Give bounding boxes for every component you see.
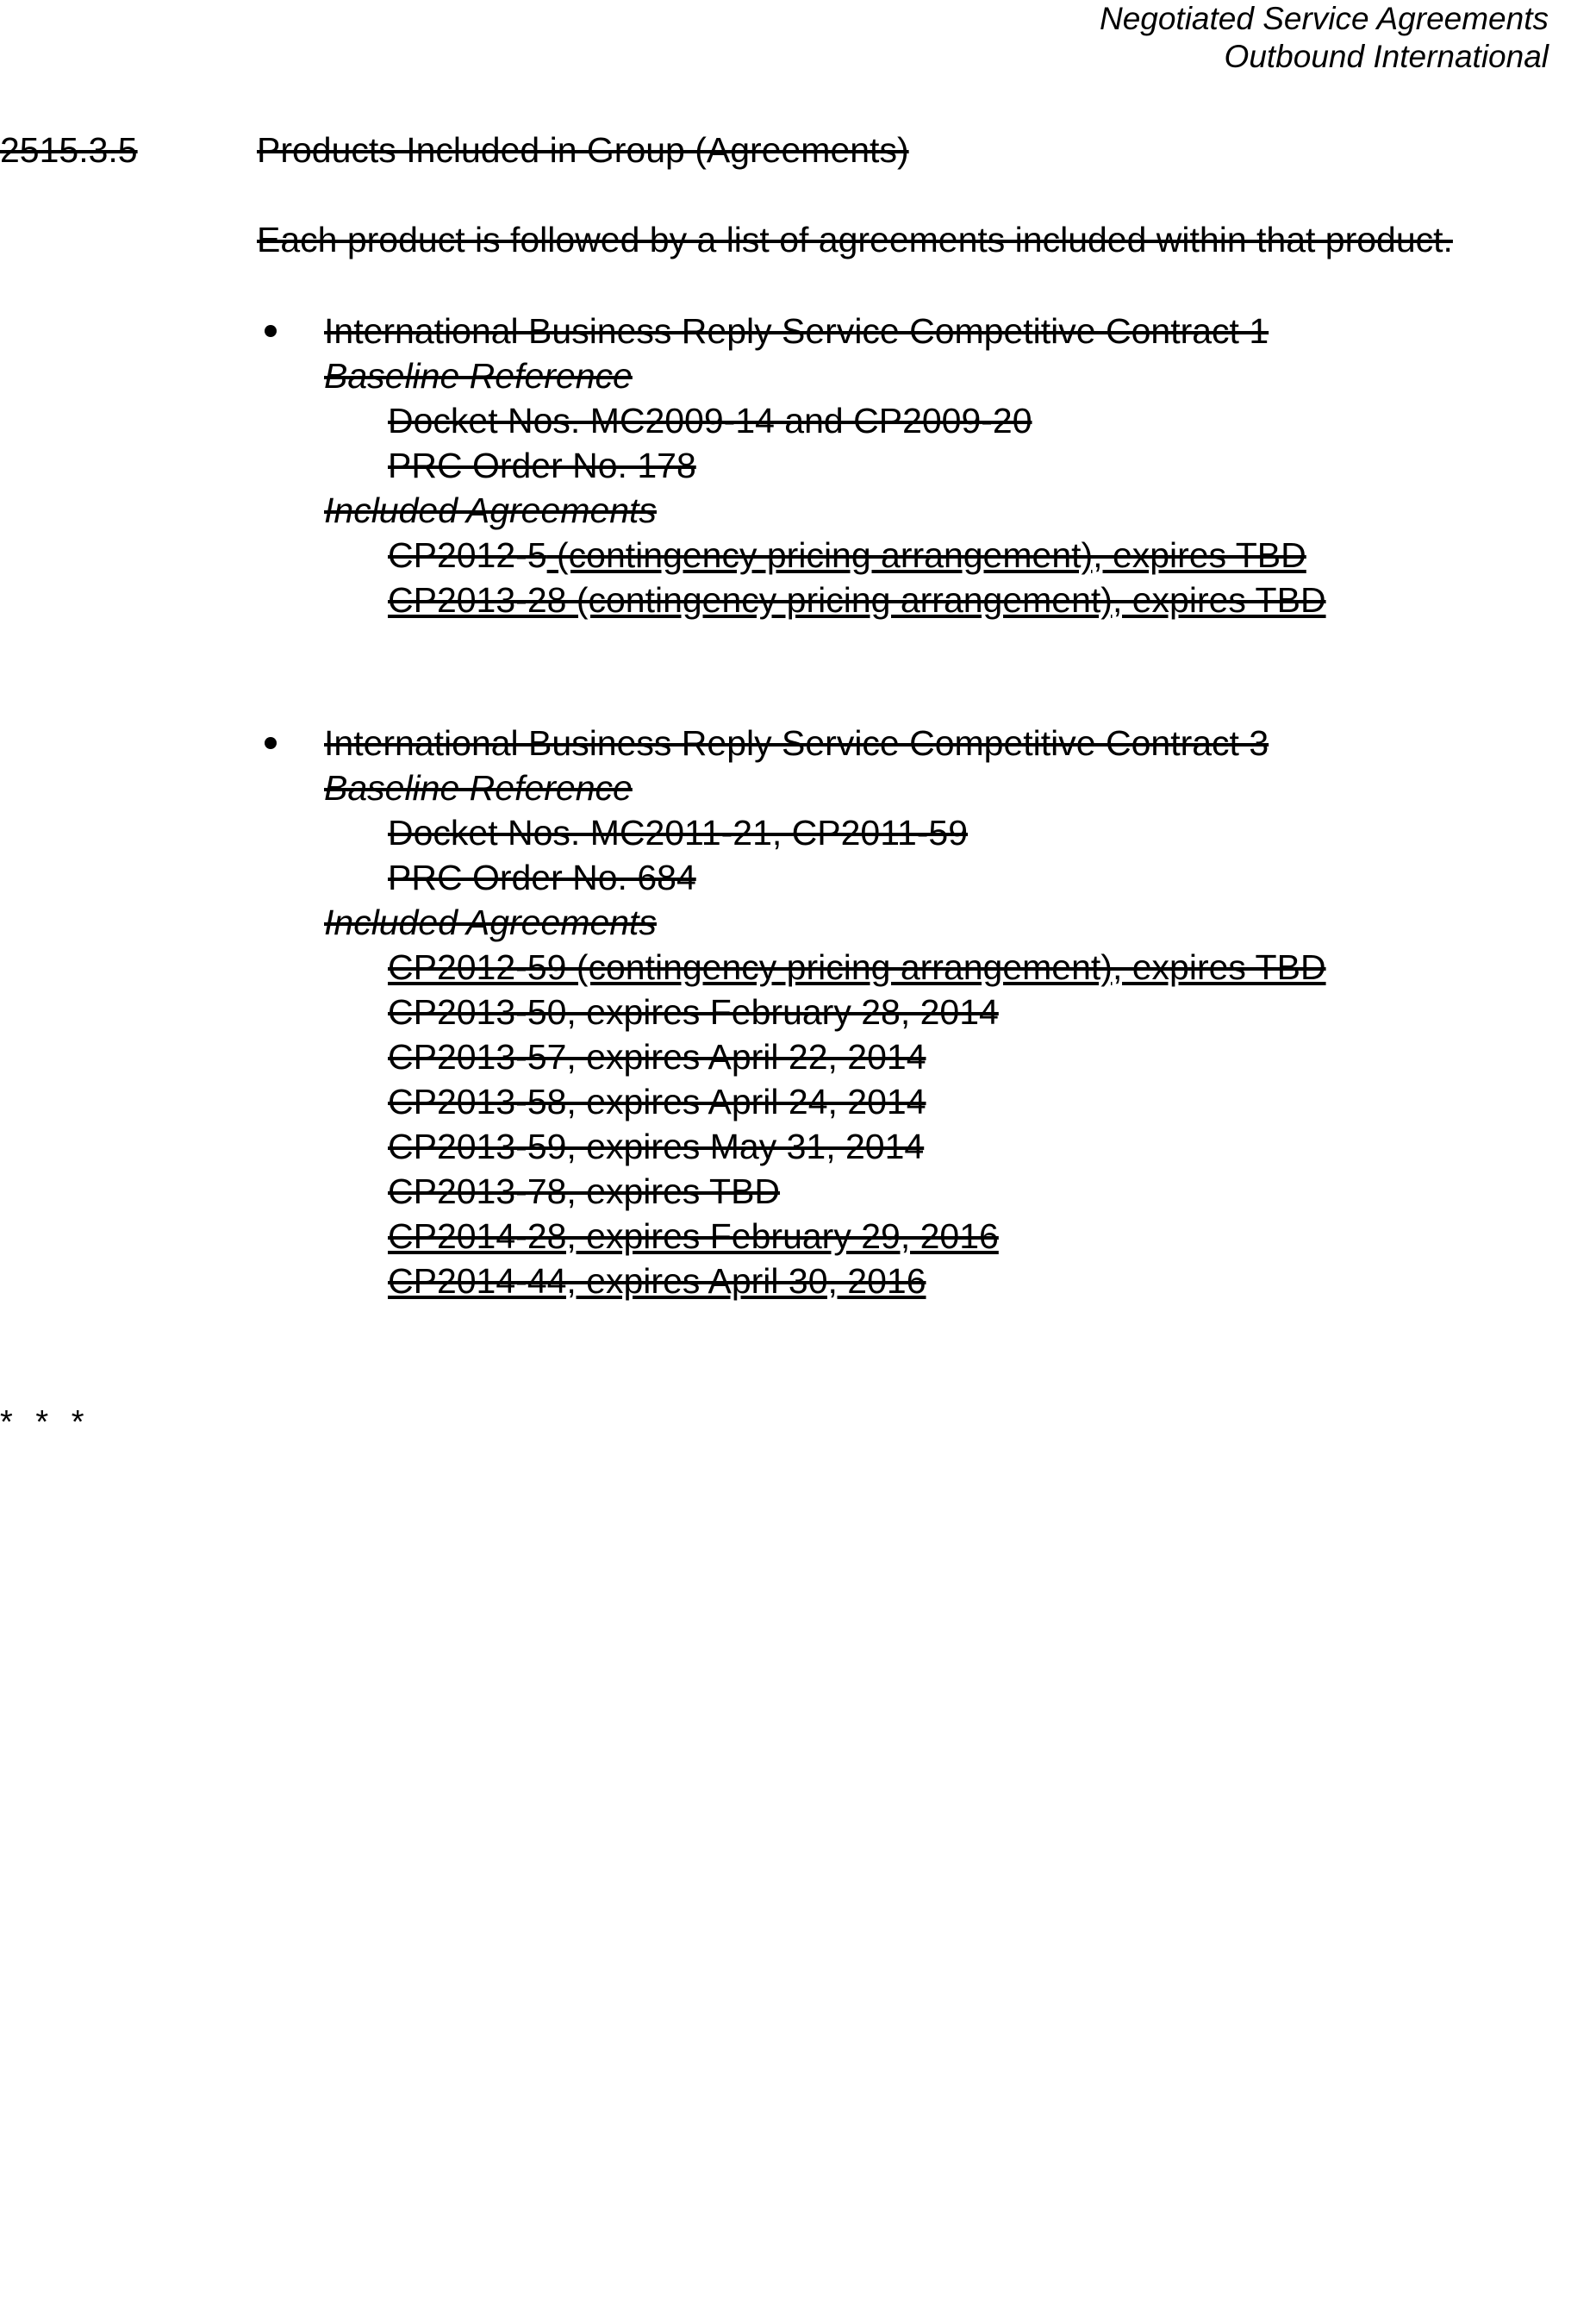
agreement-item [257, 1259, 1326, 1303]
baseline-item: Docket Nos. MC2009-14 and CP2009-20 [388, 401, 1032, 440]
agreement-text: CP2013-50, expires February 28, 2014 [388, 992, 999, 1032]
agreement-item [257, 990, 1326, 1034]
section-break-stars: * * * [0, 1404, 91, 1440]
product-name: International Business Reply Service Competitive Contract 1 [324, 311, 1269, 351]
baseline-reference-label: Baseline Reference [324, 356, 633, 396]
agreement-text: CP2013-28 (contingency pricing arrangement), expires TBD [388, 580, 1326, 620]
product-title-row [257, 309, 1326, 353]
intro-paragraph: Each product is followed by a list of agreements included within that product. [257, 220, 1453, 259]
agreement-item [257, 1214, 1326, 1259]
agreement-item [257, 1169, 1326, 1214]
agreement-item [257, 945, 1326, 990]
agreement-rest: (contingency pricing arrangement), expires TBD [546, 535, 1306, 575]
agreement-text: CP2013-78, expires TBD [388, 1171, 781, 1211]
baseline-item: Docket Nos. MC2011-21, CP2011-59 [388, 813, 969, 853]
section-number: 2515.3.5 [0, 130, 138, 170]
product-title-row [257, 721, 1326, 765]
product-block [257, 309, 1326, 622]
header-line-1: Negotiated Service Agreements [1099, 1, 1549, 36]
baseline-reference-label: Baseline Reference [324, 768, 633, 808]
included-agreements-label: Included Agreements [324, 903, 657, 942]
agreement-item [257, 1079, 1326, 1124]
agreement-item [257, 578, 1326, 622]
agreement-text: CP2012-59 (contingency pricing arrangement), expires TBD [388, 947, 1326, 987]
agreement-text: CP2013-57, expires April 22, 2014 [388, 1037, 926, 1077]
product-block [257, 721, 1326, 1303]
agreement-item [257, 1034, 1326, 1079]
agreement-text: CP2013-59, expires May 31, 2014 [388, 1127, 925, 1166]
section-heading [0, 128, 909, 172]
included-agreements-label: Included Agreements [324, 490, 657, 530]
agreement-text: CP2013-58, expires April 24, 2014 [388, 1082, 926, 1121]
agreement-item [257, 1124, 1326, 1169]
product-name: International Business Reply Service Competitive Contract 3 [324, 723, 1269, 763]
agreement-item [257, 533, 1326, 578]
agreement-text: CP2014-44, expires April 30, 2016 [388, 1261, 926, 1301]
section-title: Products Included in Group (Agreements) [257, 130, 909, 170]
baseline-item: PRC Order No. 684 [388, 858, 696, 897]
header-line-2: Outbound International [1224, 39, 1549, 74]
baseline-item: PRC Order No. 178 [388, 446, 696, 485]
agreement-text: CP2014-28, expires February 29, 2016 [388, 1216, 999, 1256]
running-header [1100, 0, 1549, 76]
agreement-prefix: CP2012-5 [388, 535, 547, 575]
